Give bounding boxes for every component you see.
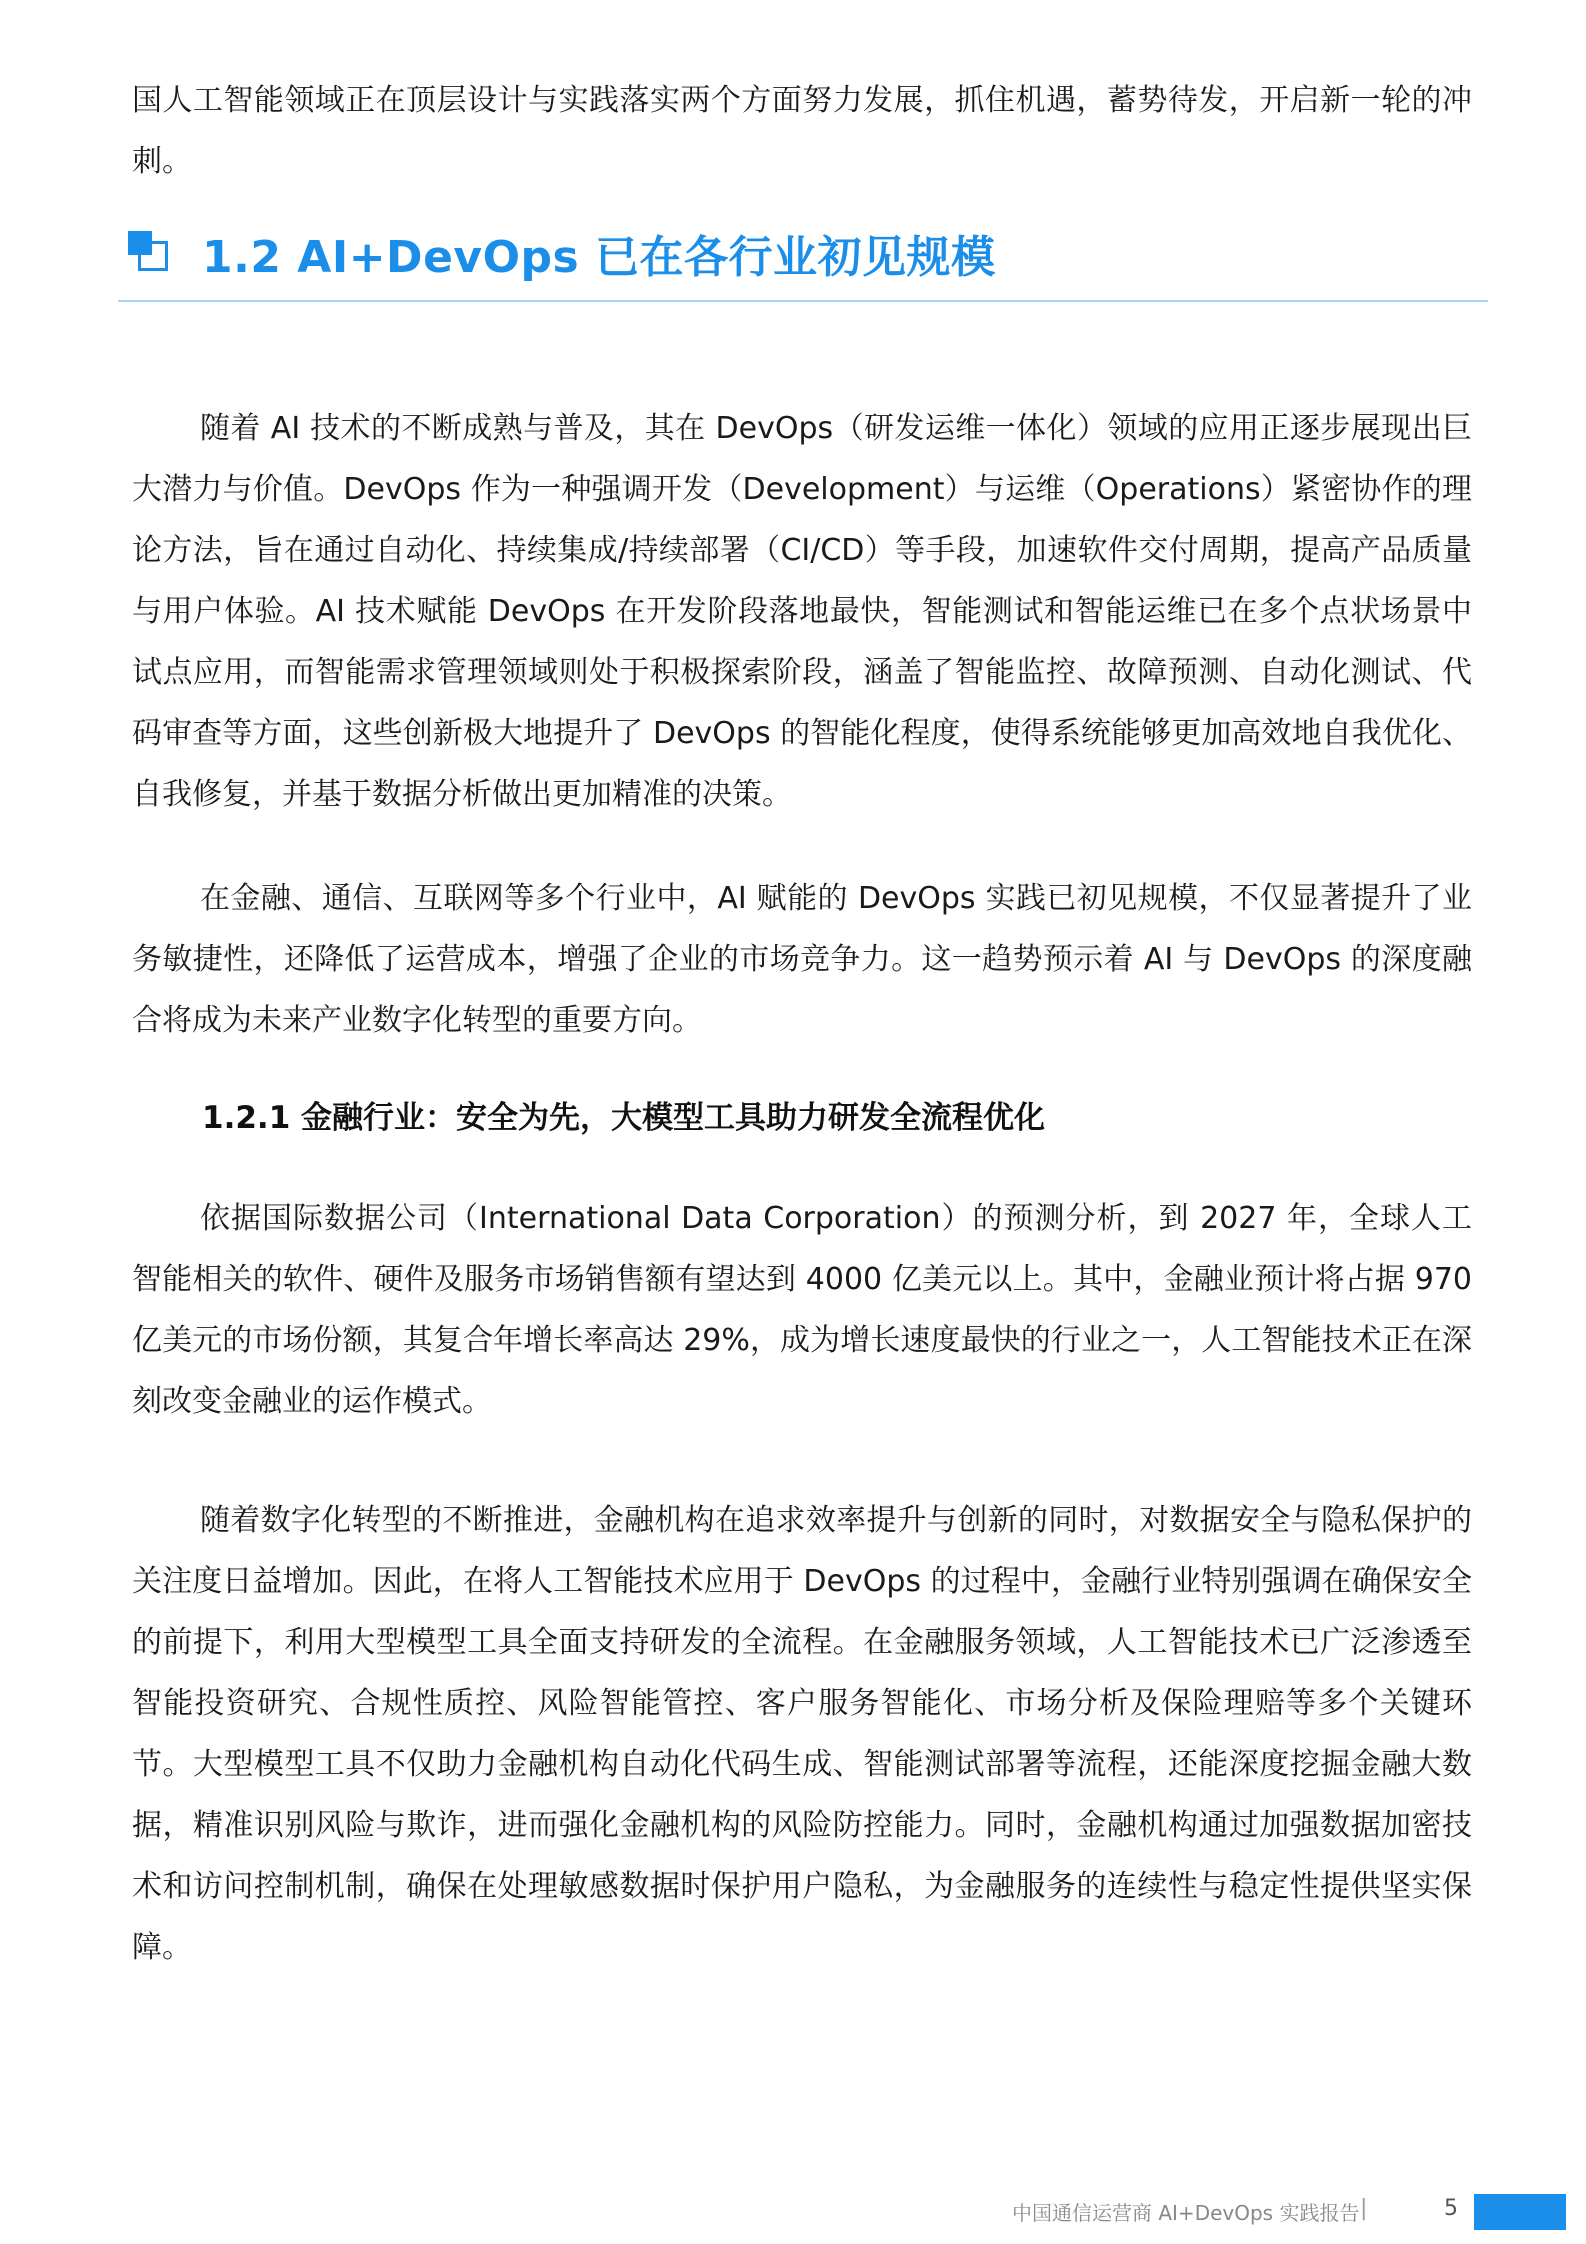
section-paragraph-1: 随着 AI 技术的不断成熟与普及，其在 DevOps（研发运维一体化）领域的应用正逐步展现出巨大潜力与价值。DevOps 作为一种强调开发（Development）与运维（Operations）紧密协作的理论方法，旨在通过自动化、持续集成/持续部署（CI/CD）等手段，加速软件交付周期，提高产品质量与用户体验。AI 技术赋能 DevOps 在开发阶段落地最快，智能测试和智能运维已在多个点状场景中试点应用，而智能需求管理领域则处于积极探索阶段，涵盖了智能监控、故障预测、自动化测试、代码审查等方面，这些创新极大地提升了 DevOps 的智能化程度，使得系统能够更加高效地自我优化、自我修复，并基于数据分析做出更加精准的决策。 (132, 411, 1472, 812)
subsection-paragraph-2: 随着数字化转型的不断推进，金融机构在追求效率提升与创新的同时，对数据安全与隐私保护的关注度日益增加。因此，在将人工智能技术应用于 DevOps 的过程中，金融行业特别强调在确保安全的前提下，利用大型模型工具全面支持研发的全流程。在金融服务领域，人工智能技术已广泛渗透至智能投资研究、合规性质控、风险智能管控、客户服务智能化、市场分析及保险理赔等多个关键环节。大型模型工具不仅助力金融机构自动化代码生成、智能测试部署等流程，还能深度挖掘金融大数据，精准识别风险与欺诈，进而强化金融机构的风险防控能力。同时，金融机构通过加强数据加密技术和访问控制机制，确保在处理敏感数据时保护用户隐私，为金融服务的连续性与稳定性提供坚实保障。 (132, 1503, 1472, 1965)
footer-accent-bar (1474, 2194, 1566, 2230)
footer-separator: | (1360, 2196, 1368, 2221)
section-square-icon (128, 231, 172, 275)
subsection-paragraph-1: 依据国际数据公司（International Data Corporation）的预测分析，到 2027 年，全球人工智能相关的软件、硬件及服务市场销售额有望达到 4000 亿美元以上。其中，金融业预计将占据 970 亿美元的市场份额，其复合年增长率高达 29%，成为增长速度最快的行业之一，人工智能技术正在深刻改变金融业的运作模式。 (132, 1201, 1472, 1419)
footer-report-title: 中国通信运营商 AI+DevOps 实践报告 (1012, 2201, 1360, 2225)
section-divider (118, 300, 1488, 302)
section-paragraph-2: 在金融、通信、互联网等多个行业中，AI 赋能的 DevOps 实践已初见规模，不仅显著提升了业务敏捷性，还降低了运营成本，增强了企业的市场竞争力。这一趋势预示着 AI 与 DevOps 的深度融合将成为未来产业数字化转型的重要方向。 (132, 881, 1472, 1038)
page-number: 5 (1444, 2196, 1458, 2221)
section-heading (128, 218, 996, 288)
subsection-title: 1.2.1 金融行业：安全为先，大模型工具助力研发全流程优化 (202, 1100, 1046, 1136)
intro-paragraph: 国人工智能领域正在顶层设计与实践落实两个方面努力发展，抓住机遇，蓄势待发，开启新一轮的冲刺。 (132, 83, 1472, 179)
section-title: 1.2 AI+DevOps 已在各行业初见规模 (202, 232, 996, 283)
